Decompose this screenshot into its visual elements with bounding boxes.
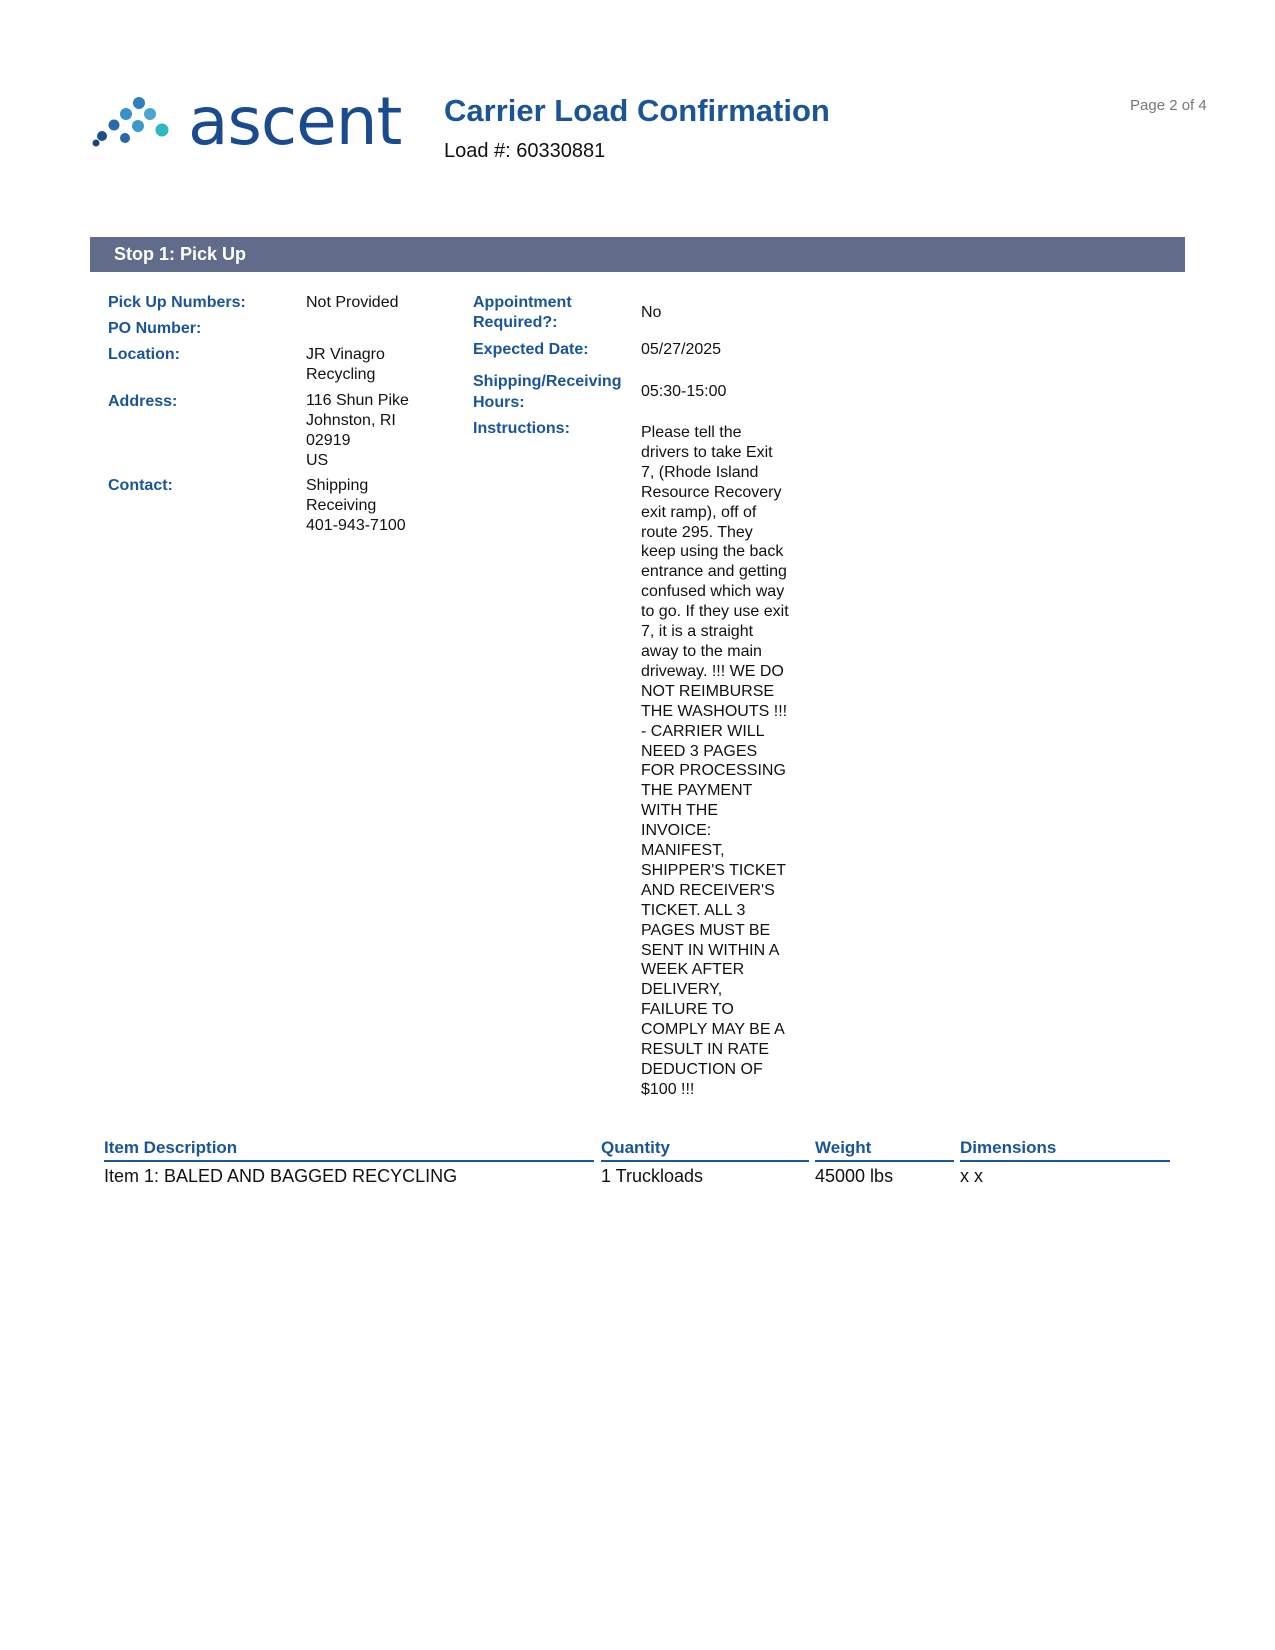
contact-line2: Receiving [306, 497, 377, 514]
location-value-line2: Recycling [306, 366, 376, 383]
item-quantity: 1 Truckloads [601, 1166, 704, 1186]
location-label: Location: [108, 346, 180, 363]
logo-wordmark: ascent [188, 83, 402, 160]
instructions-label: Instructions: [473, 420, 570, 437]
stop-section-header [90, 237, 1185, 272]
appointment-label-line2: Required?: [473, 314, 558, 331]
item-description: Item 1: BALED AND BAGGED RECYCLING [104, 1166, 458, 1186]
stop-heading: Stop 1: Pick Up [114, 244, 247, 264]
header-rule-quantity [601, 1160, 809, 1162]
contact-line1: Shipping [306, 477, 369, 494]
col-header-weight: Weight [815, 1138, 872, 1157]
item-dimensions: x x [960, 1166, 984, 1186]
page-title: Carrier Load Confirmation [444, 93, 830, 128]
hours-value: 05:30-15:00 [641, 383, 727, 400]
hours-label-line1: Shipping/Receiving [473, 373, 622, 390]
item-weight: 45000 lbs [815, 1166, 894, 1186]
ascent-logo [92, 83, 412, 162]
address-line1: 116 Shun Pike [306, 392, 409, 409]
contact-phone: 401-943-7100 [306, 517, 406, 534]
pickup-numbers-label: Pick Up Numbers: [108, 294, 246, 311]
appointment-value: No [641, 304, 662, 321]
po-number-label: PO Number: [108, 320, 202, 337]
page-indicator: Page 2 of 4 [1130, 97, 1207, 114]
logo-dots-icon [92, 92, 184, 152]
col-header-dimensions: Dimensions [960, 1138, 1057, 1157]
header-rule-description [104, 1160, 594, 1162]
pickup-numbers-value: Not Provided [306, 294, 399, 311]
col-header-description: Item Description [104, 1138, 238, 1157]
expected-date-label: Expected Date: [473, 341, 589, 358]
contact-label: Contact: [108, 477, 173, 494]
col-header-quantity: Quantity [601, 1138, 670, 1157]
expected-date-value: 05/27/2025 [641, 341, 722, 358]
address-line3: 02919 [306, 432, 351, 449]
address-line4: US [306, 452, 329, 469]
header-rule-dimensions [960, 1160, 1170, 1162]
location-value-line1: JR Vinagro [306, 346, 385, 363]
address-line2: Johnston, RI [306, 412, 396, 429]
address-label: Address: [108, 393, 178, 410]
instructions-text: Please tell the drivers to take Exit 7, (Rhode Island Resource Recovery exit ramp), off of route 295. They keep using the back entrance and getting confused which way to go. If they use exit 7, it is a straight away to the main driveway. !!! WE DO NOT REIMBURSE THE WASHOUTS !!! - CARRIER WILL NEED 3 PAGES FOR PROCESSING THE PAYMENT WITH THE INVOICE: MANIFEST, SHIPPER'S TICKET AND RECEIVER'S TICKET. ALL 3 PAGES MUST BE SENT IN WITHIN A WEEK AFTER DELIVERY, FAILURE TO COMPLY MAY BE A RESULT IN RATE DEDUCTION OF $100 !!! [641, 424, 789, 1098]
load-number: Load #: 60330881 [444, 140, 606, 162]
hours-label-line2: Hours: [473, 394, 525, 411]
header-rule-weight [815, 1160, 954, 1162]
appointment-label-line1: Appointment [473, 294, 572, 311]
